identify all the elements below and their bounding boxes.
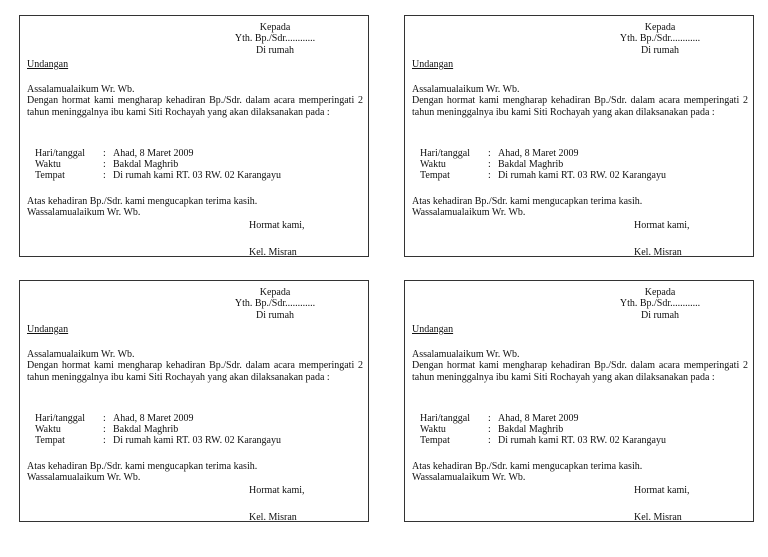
opening-greeting: Assalamualaikum Wr. Wb. [27,349,135,360]
detail-value: Bakdal Maghrib [498,159,564,170]
recipient-place: Di rumah [640,310,680,321]
thanks-line: Atas kehadiran Bp./Sdr. kami mengucapkan terima kasih. [412,196,643,207]
invitation-card [19,15,369,257]
invitation-heading: Undangan [27,324,69,335]
invitation-card [404,15,754,257]
recipient-label: Kepada [259,287,291,298]
detail-label: Tempat [35,170,65,181]
recipient-name: Yth. Bp./Sdr............ [234,298,316,309]
detail-value: Di rumah kami RT. 03 RW. 02 Karangayu [498,435,666,446]
sender-name: Kel. Misran [634,247,682,258]
regards-line: Hormat kami, [249,220,305,231]
invitation-heading: Undangan [412,324,454,335]
detail-label: Waktu [420,424,446,435]
closing-greeting: Wassalamualaikum Wr. Wb. [412,207,526,218]
invitation-heading: Undangan [27,59,69,70]
detail-row-date [420,413,579,424]
detail-value: Bakdal Maghrib [498,424,564,435]
detail-separator: : [103,413,106,424]
detail-row-place [35,170,281,181]
sender-name: Kel. Misran [249,247,297,258]
opening-greeting: Assalamualaikum Wr. Wb. [412,349,520,360]
detail-label: Hari/tanggal [420,413,470,424]
sender-name: Kel. Misran [634,512,682,523]
detail-row-place [35,435,281,446]
detail-label: Waktu [420,159,446,170]
detail-row-place [420,435,666,446]
detail-separator: : [488,170,491,181]
detail-row-date [35,413,194,424]
detail-separator: : [488,424,491,435]
invitation-body: Dengan hormat kami mengharap kehadiran Bp./Sdr. dalam acara memperingati 2 tahun meninggalnya ibu kami Siti Rochayah yang akan dilaksanakan pada : [412,360,748,383]
detail-value: Ahad, 8 Maret 2009 [113,148,194,159]
detail-separator: : [103,148,106,159]
recipient-name: Yth. Bp./Sdr............ [619,298,701,309]
detail-row-time [35,159,178,170]
recipient-label: Kepada [644,22,676,33]
invitation-body: Dengan hormat kami mengharap kehadiran Bp./Sdr. dalam acara memperingati 2 tahun meninggalnya ibu kami Siti Rochayah yang akan dilaksanakan pada : [412,95,748,118]
detail-separator: : [488,413,491,424]
detail-label: Hari/tanggal [35,148,85,159]
detail-separator: : [488,159,491,170]
detail-value: Ahad, 8 Maret 2009 [498,413,579,424]
recipient-name: Yth. Bp./Sdr............ [619,33,701,44]
detail-value: Ahad, 8 Maret 2009 [113,413,194,424]
detail-separator: : [103,424,106,435]
detail-value: Bakdal Maghrib [113,424,179,435]
detail-row-time [35,424,178,435]
detail-value: Di rumah kami RT. 03 RW. 02 Karangayu [498,170,666,181]
detail-label: Hari/tanggal [420,148,470,159]
detail-label: Waktu [35,159,61,170]
detail-label: Waktu [35,424,61,435]
recipient-label: Kepada [259,22,291,33]
detail-label: Tempat [420,435,450,446]
sender-name: Kel. Misran [249,512,297,523]
detail-row-date [420,148,579,159]
detail-value: Di rumah kami RT. 03 RW. 02 Karangayu [113,170,281,181]
opening-greeting: Assalamualaikum Wr. Wb. [27,84,135,95]
detail-value: Di rumah kami RT. 03 RW. 02 Karangayu [113,435,281,446]
detail-value: Bakdal Maghrib [113,159,179,170]
closing-greeting: Wassalamualaikum Wr. Wb. [27,207,141,218]
opening-greeting: Assalamualaikum Wr. Wb. [412,84,520,95]
recipient-place: Di rumah [255,45,295,56]
invitation-card [404,280,754,522]
thanks-line: Atas kehadiran Bp./Sdr. kami mengucapkan terima kasih. [27,196,258,207]
detail-value: Ahad, 8 Maret 2009 [498,148,579,159]
regards-line: Hormat kami, [249,485,305,496]
regards-line: Hormat kami, [634,485,690,496]
detail-separator: : [103,170,106,181]
recipient-place: Di rumah [640,45,680,56]
recipient-name: Yth. Bp./Sdr............ [234,33,316,44]
detail-row-place [420,170,666,181]
detail-separator: : [103,435,106,446]
invitation-card [19,280,369,522]
invitation-body: Dengan hormat kami mengharap kehadiran Bp./Sdr. dalam acara memperingati 2 tahun meninggalnya ibu kami Siti Rochayah yang akan dilaksanakan pada : [27,95,363,118]
detail-separator: : [488,435,491,446]
thanks-line: Atas kehadiran Bp./Sdr. kami mengucapkan terima kasih. [27,461,258,472]
recipient-place: Di rumah [255,310,295,321]
closing-greeting: Wassalamualaikum Wr. Wb. [412,472,526,483]
invitation-heading: Undangan [412,59,454,70]
detail-row-time [420,159,563,170]
closing-greeting: Wassalamualaikum Wr. Wb. [27,472,141,483]
invitation-body: Dengan hormat kami mengharap kehadiran Bp./Sdr. dalam acara memperingati 2 tahun meninggalnya ibu kami Siti Rochayah yang akan dilaksanakan pada : [27,360,363,383]
detail-label: Tempat [420,170,450,181]
detail-row-date [35,148,194,159]
detail-separator: : [103,159,106,170]
detail-label: Tempat [35,435,65,446]
detail-separator: : [488,148,491,159]
recipient-label: Kepada [644,287,676,298]
thanks-line: Atas kehadiran Bp./Sdr. kami mengucapkan terima kasih. [412,461,643,472]
regards-line: Hormat kami, [634,220,690,231]
detail-row-time [420,424,563,435]
detail-label: Hari/tanggal [35,413,85,424]
